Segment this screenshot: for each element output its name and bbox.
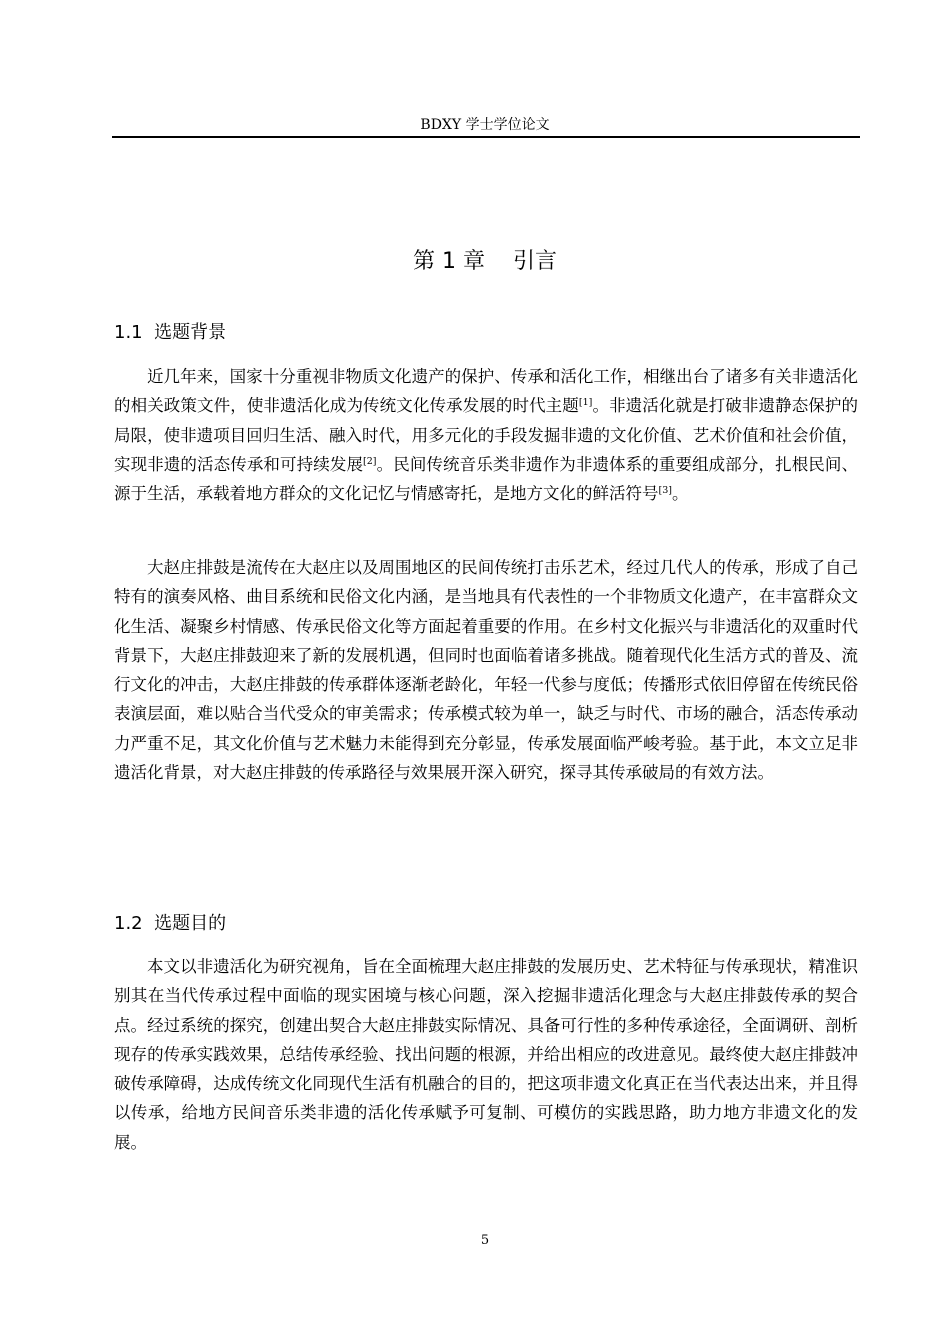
paragraph-text: 。非遗活化就是打破非遗静态保护的局限，使非遗项目回归生活、融入时代，用多元化的手段发掘非遗的文化价值、艺术价值和社会价值，实现非遗的活态传承和可持续发展 [114,396,859,474]
section-heading-purpose: 1.2 选题目的 [114,913,227,934]
section-heading-background: 1.1 选题背景 [114,322,227,343]
page-number: 5 [480,1233,490,1248]
paragraph-text: 大赵庄排鼓是流传在大赵庄以及周围地区的民间传统打击乐艺术，经过几代人的传承，形成了自己特有的演奏风格、曲目系统和民俗文化内涵，是当地具有代表性的一个非物质文化遗产，在丰富群众文化生活、凝聚乡村情感、传承民俗文化等方面起着重要的作用。在乡村文化振兴与非遗活化的双重时代背景下，大赵庄排鼓迎来了新的发展机遇，但同时也面临着诸多挑战。随着现代化生活方式的普及、流行文化的冲击，大赵庄排鼓的传承群体逐渐老龄化，年轻一代参与度低；传播形式依旧停留在传统民俗表演层面，难以贴合当代受众的审美需求；传承模式较为单一，缺乏与时代、市场的融合，活态传承动力严重不足，其文化价值与艺术魅力未能得到充分彰显，传承发展面临严峻考验。基于此，本文立足非遗活化背景，对大赵庄排鼓的传承路径与效果展开深入研究，探寻其传承破局的有效方法。 [114,558,858,783]
paragraph-text: 本文以非遗活化为研究视角，旨在全面梳理大赵庄排鼓的发展历史、艺术特征与传承现状，精准识别其在当代传承过程中面临的现实困境与核心问题，深入挖掘非遗活化理念与大赵庄排鼓传承的契合点。经过系统的探究，创建出契合大赵庄排鼓实际情况、具备可行性的多种传承途径，全面调研、剖析现存的传承实践效果，总结传承经验、找出问题的根源，并给出相应的改进意见。最终使大赵庄排鼓冲破传承障碍，达成传统文化同现代生活有机融合的目的，把这项非遗文化真正在当代表达出来，并且得以传承，给地方民间音乐类非遗的活化传承赋予可复制、可模仿的实践思路，助力地方非遗文化的发展。 [114,957,858,1152]
paragraph-text: 近几年来，国家十分重视非物质文化遗产的保护、传承和活化工作，相继出台了诸多有关非遗活化的相关政策文件，使非遗活化成为传统文化传承发展的时代主题 [114,367,858,416]
running-header: BDXY 学士学位论文 [420,117,550,133]
chapter-title: 第 1 章 引言 [413,249,557,274]
header-rule [112,136,860,138]
paragraph-background-1 [114,362,858,508]
citation-marker: [2] [363,455,377,467]
citation-marker: [1] [578,397,593,409]
paragraph-text: 。民间传统音乐类非遗作为非遗体系的重要组成部分，扎根民间、源于生活，承载着地方群众的文化记忆与情感寄托，是地方文化的鲜活符号 [114,454,859,504]
paragraph-purpose-1 [114,952,858,1157]
citation-marker: [3] [658,485,672,497]
paragraph-text: 。 [671,484,689,504]
paragraph-background-2 [114,553,858,787]
